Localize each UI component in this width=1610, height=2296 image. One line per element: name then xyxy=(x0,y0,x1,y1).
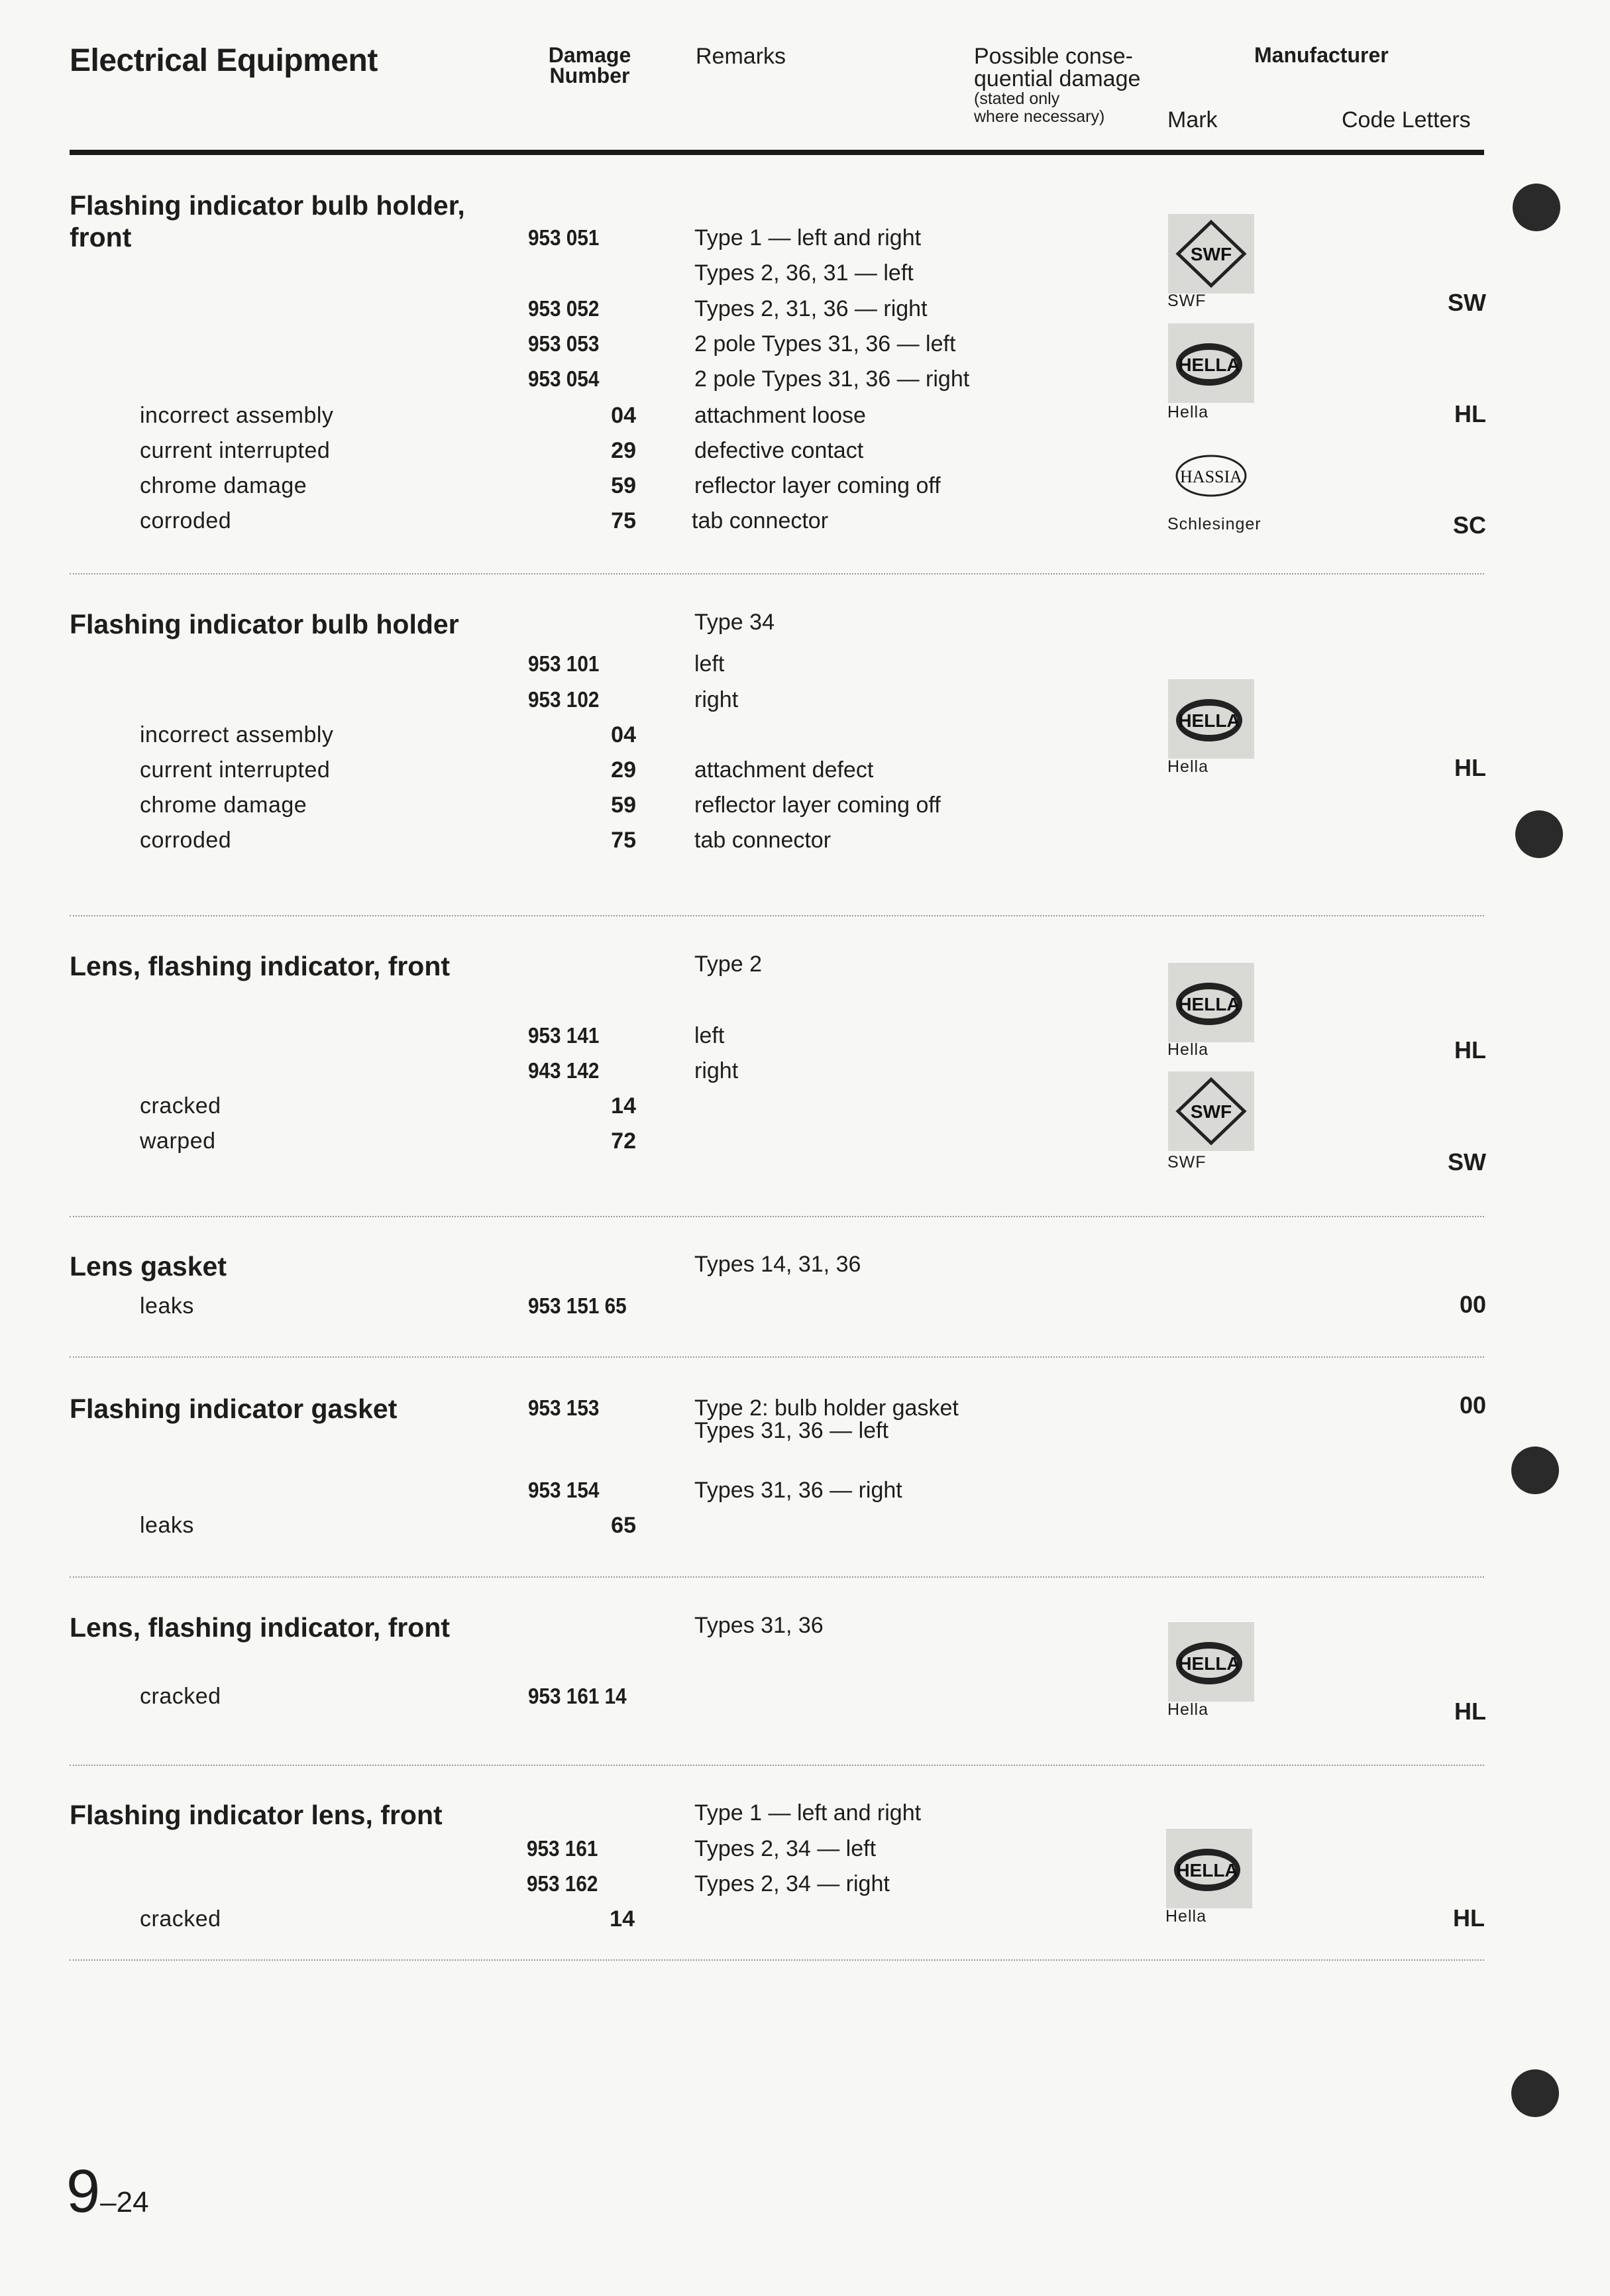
damage-number: 953 161 14 xyxy=(528,1684,627,1708)
defect-remark: tab connector xyxy=(692,508,829,533)
defect-description: leaks xyxy=(140,1513,194,1538)
remark: Type 1 — left and right xyxy=(694,225,922,250)
manufacturer-code: HL xyxy=(1454,1698,1486,1725)
svg-text:HELLA: HELLA xyxy=(1178,710,1240,731)
defect-code: 04 xyxy=(611,403,636,428)
manufacturer-code: 00 xyxy=(1459,1392,1486,1419)
manufacturer-header: Manufacturer xyxy=(1254,43,1389,67)
svg-text:SWF: SWF xyxy=(1190,244,1232,264)
binder-hole xyxy=(1511,2069,1559,2117)
type-remark: Types 31, 36 xyxy=(694,1613,824,1638)
svg-text:HELLA: HELLA xyxy=(1176,1860,1238,1881)
defect-description: incorrect assembly xyxy=(140,403,334,428)
section-title: Lens, flashing indicator, front xyxy=(70,1612,451,1643)
manufacturer-code: SW xyxy=(1448,1148,1486,1175)
defect-remark: reflector layer coming off xyxy=(694,793,941,818)
defect-description: leaks xyxy=(140,1293,194,1319)
remark: left xyxy=(694,1023,725,1048)
remark: Types 31, 36 — left xyxy=(694,1418,888,1443)
binder-hole xyxy=(1513,184,1560,231)
defect-description: incorrect assembly xyxy=(140,722,334,747)
defect-code: 59 xyxy=(611,793,636,818)
mark-label: Hella xyxy=(1167,1040,1208,1059)
defect-remark: tab connector xyxy=(694,828,832,853)
defect-description: cracked xyxy=(140,1684,221,1709)
damage-number: 953 141 xyxy=(528,1023,600,1048)
hella-logo-icon xyxy=(1168,1622,1254,1702)
defect-description: cracked xyxy=(140,1906,221,1932)
defect-code: 75 xyxy=(611,508,636,533)
mark-label: Hella xyxy=(1167,757,1208,776)
remark: right xyxy=(694,1058,739,1083)
manufacturer-code: HL xyxy=(1454,754,1486,781)
defect-code: 59 xyxy=(611,473,636,498)
section-divider xyxy=(70,1959,1484,1961)
hassia-logo-icon xyxy=(1171,449,1251,502)
svg-text:HELLA: HELLA xyxy=(1178,355,1240,375)
section-divider xyxy=(70,915,1484,916)
remark: 2 pole Types 31, 36 — right xyxy=(694,366,970,392)
binder-hole xyxy=(1515,810,1563,858)
hella-logo-icon xyxy=(1168,963,1254,1042)
defect-code: 75 xyxy=(611,828,636,853)
remarks-header: Remarks xyxy=(696,44,786,69)
remark: 2 pole Types 31, 36 — left xyxy=(694,331,956,356)
remark: Types 2, 31, 36 — right xyxy=(694,296,928,321)
defect-description: corroded xyxy=(140,828,232,853)
damage-number: 953 154 xyxy=(528,1478,600,1502)
defect-remark: reflector layer coming off xyxy=(694,473,941,498)
defect-code: 14 xyxy=(610,1906,635,1932)
defect-description: current interrupted xyxy=(140,438,331,463)
hella-logo-icon xyxy=(1168,323,1254,403)
damage-number: 953 161 xyxy=(527,1836,598,1861)
svg-text:HASSIA: HASSIA xyxy=(1180,467,1242,486)
swf-logo-icon xyxy=(1168,214,1254,294)
mark-header: Mark xyxy=(1167,107,1218,133)
type-remark: Type 1 — left and right xyxy=(694,1800,922,1826)
section-title: Flashing indicator lens, front xyxy=(70,1800,443,1830)
defect-code: 29 xyxy=(611,757,636,783)
code-letters-header: Code Letters xyxy=(1342,107,1471,133)
defect-description: chrome damage xyxy=(140,793,307,818)
mark-label: Hella xyxy=(1167,403,1208,421)
section-divider xyxy=(70,1765,1484,1766)
hella-logo-icon xyxy=(1168,679,1254,759)
defect-description: current interrupted xyxy=(140,757,331,783)
svg-text:SWF: SWF xyxy=(1190,1101,1232,1122)
remark: Types 31, 36 — right xyxy=(694,1478,902,1503)
remark: right xyxy=(694,687,739,712)
damage-number-header: Damage Number xyxy=(548,43,631,87)
type-remark: Type 2 xyxy=(694,952,763,977)
mark-label: Schlesinger xyxy=(1167,515,1261,533)
defect-code: 04 xyxy=(611,722,636,747)
consequential-damage-header: Possible conse- quential damage (stated only where necessary) xyxy=(974,44,1141,126)
damage-number: 953 053 xyxy=(528,331,600,356)
defect-code: 65 xyxy=(611,1513,636,1538)
manufacturer-code: HL xyxy=(1454,400,1486,427)
section-divider xyxy=(70,1356,1484,1358)
damage-number: 953 101 xyxy=(528,651,600,676)
remark: Types 2, 34 — left xyxy=(694,1836,877,1861)
remark: Type 2: bulb holder gasket xyxy=(694,1395,959,1421)
defect-code: 29 xyxy=(611,438,636,463)
defect-code: 72 xyxy=(611,1128,636,1154)
section-title: Flashing indicator bulb holder, front xyxy=(70,190,465,252)
remark: left xyxy=(694,651,725,677)
section-title: Lens gasket xyxy=(70,1251,227,1282)
mark-label: Hella xyxy=(1167,1700,1208,1719)
damage-number: 953 153 xyxy=(528,1395,600,1420)
manufacturer-code: SW xyxy=(1448,289,1486,316)
defect-remark: attachment defect xyxy=(694,757,874,783)
type-remark: Types 14, 31, 36 xyxy=(694,1252,861,1277)
hella-logo-icon xyxy=(1166,1829,1252,1908)
section-divider xyxy=(70,573,1484,574)
manufacturer-code: 00 xyxy=(1459,1291,1486,1318)
mark-label: Hella xyxy=(1165,1907,1207,1926)
damage-number: 943 142 xyxy=(528,1058,600,1083)
page-title: Electrical Equipment xyxy=(70,43,378,78)
page-number: 9–24 xyxy=(66,2158,149,2225)
section-divider xyxy=(70,1576,1484,1578)
mark-label: SWF xyxy=(1167,292,1207,310)
manufacturer-code: HL xyxy=(1453,1904,1485,1932)
binder-hole xyxy=(1511,1447,1559,1494)
section-title: Lens, flashing indicator, front xyxy=(70,951,451,981)
defect-description: warped xyxy=(140,1128,216,1154)
damage-number: 953 052 xyxy=(528,296,600,321)
damage-number: 953 051 xyxy=(528,225,600,250)
damage-number: 953 054 xyxy=(528,366,600,391)
defect-description: chrome damage xyxy=(140,473,307,498)
defect-code: 14 xyxy=(611,1093,636,1119)
svg-text:HELLA: HELLA xyxy=(1178,994,1240,1014)
mark-label: SWF xyxy=(1167,1153,1207,1172)
section-divider xyxy=(70,1216,1484,1217)
defect-description: cracked xyxy=(140,1093,221,1119)
damage-number: 953 102 xyxy=(528,687,600,712)
manufacturer-code: SC xyxy=(1452,512,1486,539)
section-title: Flashing indicator bulb holder xyxy=(70,609,459,639)
defect-description: corroded xyxy=(140,508,232,533)
remark: Types 2, 36, 31 — left xyxy=(694,260,914,286)
header-rule xyxy=(70,150,1484,155)
defect-remark: attachment loose xyxy=(694,403,866,428)
swf-logo-icon xyxy=(1168,1071,1254,1151)
manufacturer-code: HL xyxy=(1454,1036,1486,1064)
svg-text:HELLA: HELLA xyxy=(1178,1653,1240,1674)
defect-remark: defective contact xyxy=(694,438,864,463)
damage-number: 953 151 65 xyxy=(528,1293,627,1318)
section-title: Flashing indicator gasket xyxy=(70,1394,398,1424)
type-remark: Type 34 xyxy=(694,610,775,635)
remark: Types 2, 34 — right xyxy=(694,1871,890,1896)
damage-number: 953 162 xyxy=(527,1871,598,1896)
